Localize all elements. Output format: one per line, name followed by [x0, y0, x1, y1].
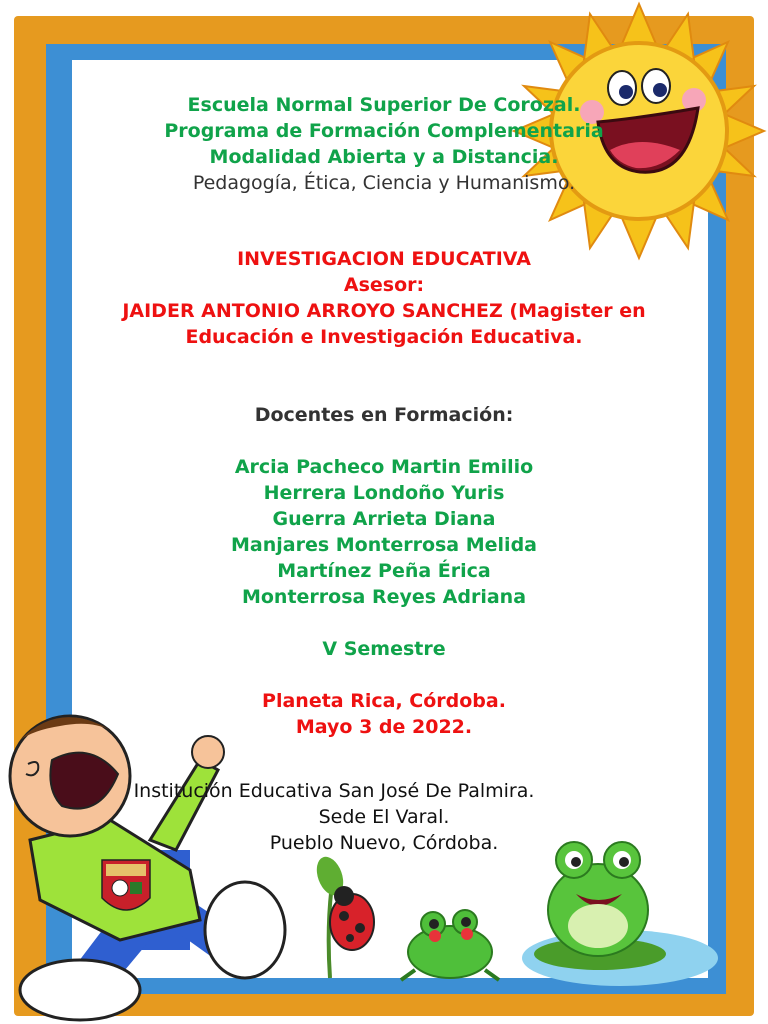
research-title: INVESTIGACION EDUCATIVA — [237, 248, 531, 270]
motto: Pedagogía, Ética, Ciencia y Humanismo. — [192, 172, 576, 194]
institution-town: Pueblo Nuevo, Córdoba. — [269, 832, 499, 854]
advisor-name: JAIDER ANTONIO ARROYO SANCHEZ (Magister en — [122, 300, 646, 322]
student-name: Herrera Londoño Yuris — [263, 482, 505, 504]
advisor-label: Asesor: — [343, 274, 425, 296]
student-name: Arcia Pacheco Martin Emilio — [234, 456, 534, 478]
school-name: Escuela Normal Superior De Corozal. — [187, 94, 581, 116]
ladybug-icon — [300, 850, 390, 980]
semester: V Semestre — [322, 638, 446, 660]
frog-icon — [395, 900, 505, 984]
student-name: Monterrosa Reyes Adriana — [241, 586, 527, 608]
institution-site: Sede El Varal. — [318, 806, 450, 828]
advisor-degree: Educación e Investigación Educativa. — [185, 326, 583, 348]
student-name: Guerra Arrieta Diana — [272, 508, 496, 530]
program-name: Programa de Formación Complementaria — [164, 120, 604, 142]
institution-name: Institución Educativa San José De Palmira. — [133, 780, 535, 802]
school-shield-icon — [100, 858, 152, 922]
modality: Modalidad Abierta y a Distancia. — [209, 146, 559, 168]
place: Planeta Rica, Córdoba. — [262, 690, 506, 712]
student-name: Martínez Peña Érica — [277, 560, 491, 582]
students-heading: Docentes en Formación: — [254, 404, 514, 426]
student-name: Manjares Monterrosa Melida — [230, 534, 537, 556]
date: Mayo 3 de 2022. — [295, 716, 473, 738]
